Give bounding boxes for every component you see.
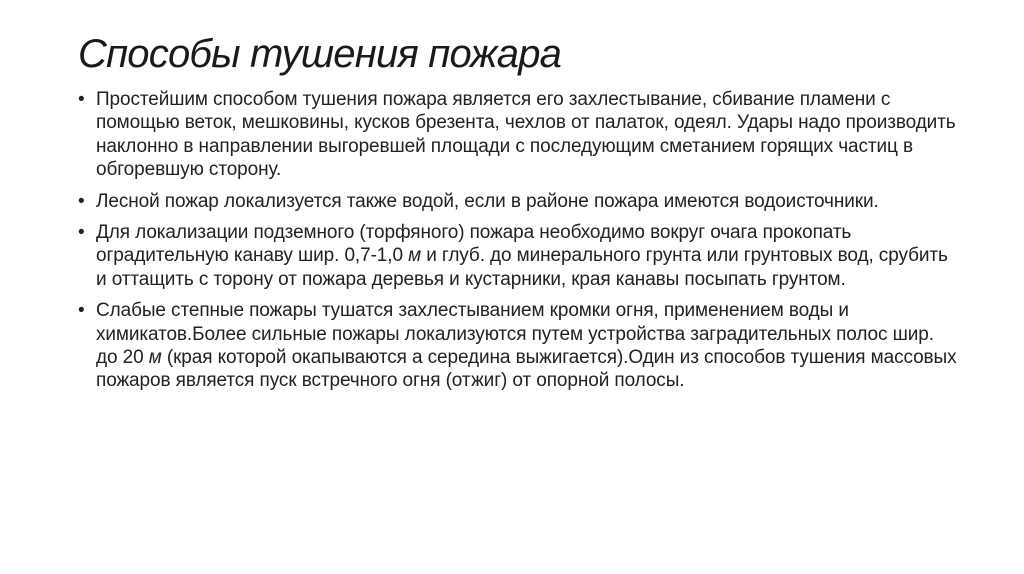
bullet-text-part: Слабые степные пожары тушатся захлестыванием кромки огня, применением воды и химикатов.Более сильные пожары локализуются путем устройства заградительных полос шир. до 20 [96, 300, 934, 369]
bullet-text-part: Для локализации подземного (торфяного) пожара необходимо вокруг очага прокопать оградительную канаву шир. 0,7-1,0 [96, 222, 852, 267]
bullet-text-part: (края которой окапываются а середина выжигается).Один из способов тушения массовых пожаров является пуск встречного огня (отжиг) от опорной полосы. [96, 347, 957, 392]
bullet-dot-icon: • [78, 222, 85, 244]
unit-meter: м [148, 347, 162, 369]
bullet-item-3 [78, 221, 958, 291]
bullet-dot-icon: • [78, 300, 85, 322]
bullet-list [78, 88, 958, 401]
bullet-text: Лесной пожар локализуется также водой, если в районе пожара имеются водоисточники. [96, 190, 879, 212]
bullet-dot-icon: • [78, 89, 85, 110]
bullet-item-1 [78, 88, 958, 182]
unit-meter: м [408, 245, 422, 267]
bullet-text [96, 221, 958, 291]
bullet-text: Простейшим способом тушения пожара является его захлестывание, сбивание пламени с помощью веток, мешковины, кусков брезента, чехлов от палаток, одеял. Удары надо производить наклонно в направлении выгоревшей площади с последующим сметанием горящих частиц в обгоревшую сторону. [96, 89, 956, 181]
bullet-item-2 [78, 190, 958, 213]
bullet-item-4 [78, 299, 958, 393]
slide-title: Способы тушения пожара [78, 32, 562, 76]
bullet-text-part: и глуб. до минерального грунта или грунтовых вод, срубить и оттащить с торону от пожара деревья и кустарники, края канавы посыпать грунтом. [96, 245, 948, 290]
bullet-dot-icon: • [78, 190, 85, 212]
bullet-text [96, 299, 958, 393]
